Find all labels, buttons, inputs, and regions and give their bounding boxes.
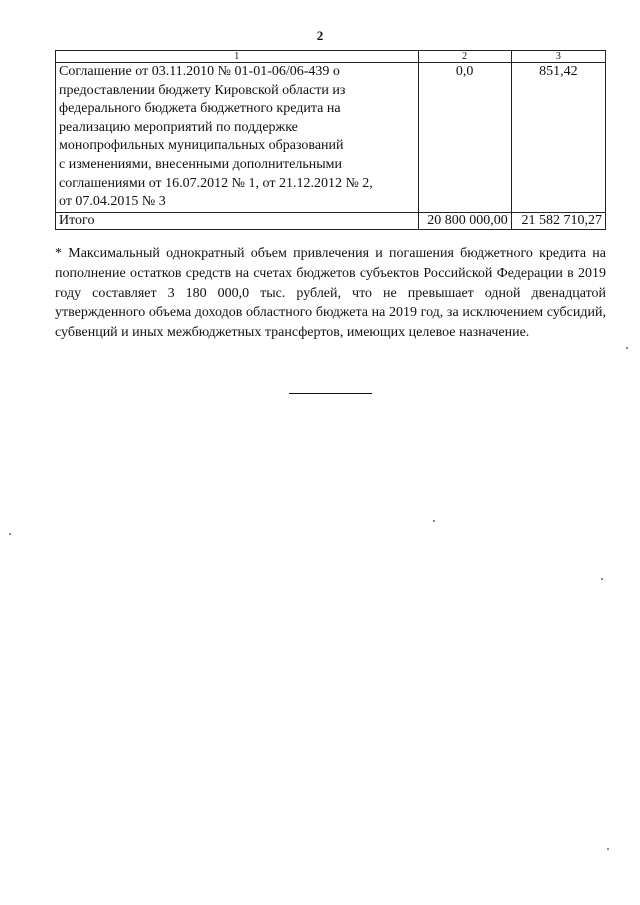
scan-speck: [607, 848, 609, 850]
column-header-2: 2: [418, 51, 511, 63]
scan-speck: [626, 347, 628, 349]
scan-speck: [601, 578, 603, 580]
description-line: предоставлении бюджету Кировской области из: [59, 82, 346, 98]
description-line: Соглашение от 03.11.2010 № 01-01-06/06-439 о: [59, 64, 340, 79]
total-value-col2: 20 800 000,00: [418, 212, 511, 229]
end-divider-line: [289, 393, 372, 394]
description-line: соглашениями от 16.07.2012 № 1, от 21.12.2012 № 2,: [59, 175, 373, 191]
row-value-col2: 0,0: [418, 63, 511, 213]
agreement-description: [56, 63, 419, 213]
total-row: [56, 212, 606, 229]
budget-credit-table: [55, 50, 606, 230]
footnote-paragraph: * Максимальный однократный объем привлечения и погашения бюджетного кредита на пополнение остатков средств на счетах бюджетов субъектов Российской Федерации в 2019 году составляет 3 180 000,0 тыс. рублей, что не превышает одной двенадцатой утвержденного объема доходов областного бюджета на 2019 год, за исключением субсидий, субвенций и иных межбюджетных трансфертов, имеющих целевое назначение.: [55, 246, 606, 341]
page-number: 2: [316, 28, 324, 43]
row-value-col3: 851,42: [511, 63, 605, 213]
total-value-col3: 21 582 710,27: [511, 212, 605, 229]
total-label: Итого: [56, 212, 419, 229]
description-line: от 07.04.2015 № 3: [59, 194, 166, 210]
column-header-1: 1: [56, 51, 419, 63]
description-line: реализацию мероприятий по поддержке: [59, 119, 298, 135]
table-header-row: [56, 51, 606, 63]
description-line: с изменениями, внесенными дополнительными: [59, 156, 342, 172]
scan-speck: [433, 520, 435, 522]
column-header-3: 3: [511, 51, 605, 63]
table-row: [56, 63, 606, 213]
description-line: федерального бюджета бюджетного кредита на: [59, 101, 341, 117]
description-line: монопрофильных муниципальных образований: [59, 138, 344, 154]
scan-speck: [9, 533, 11, 535]
